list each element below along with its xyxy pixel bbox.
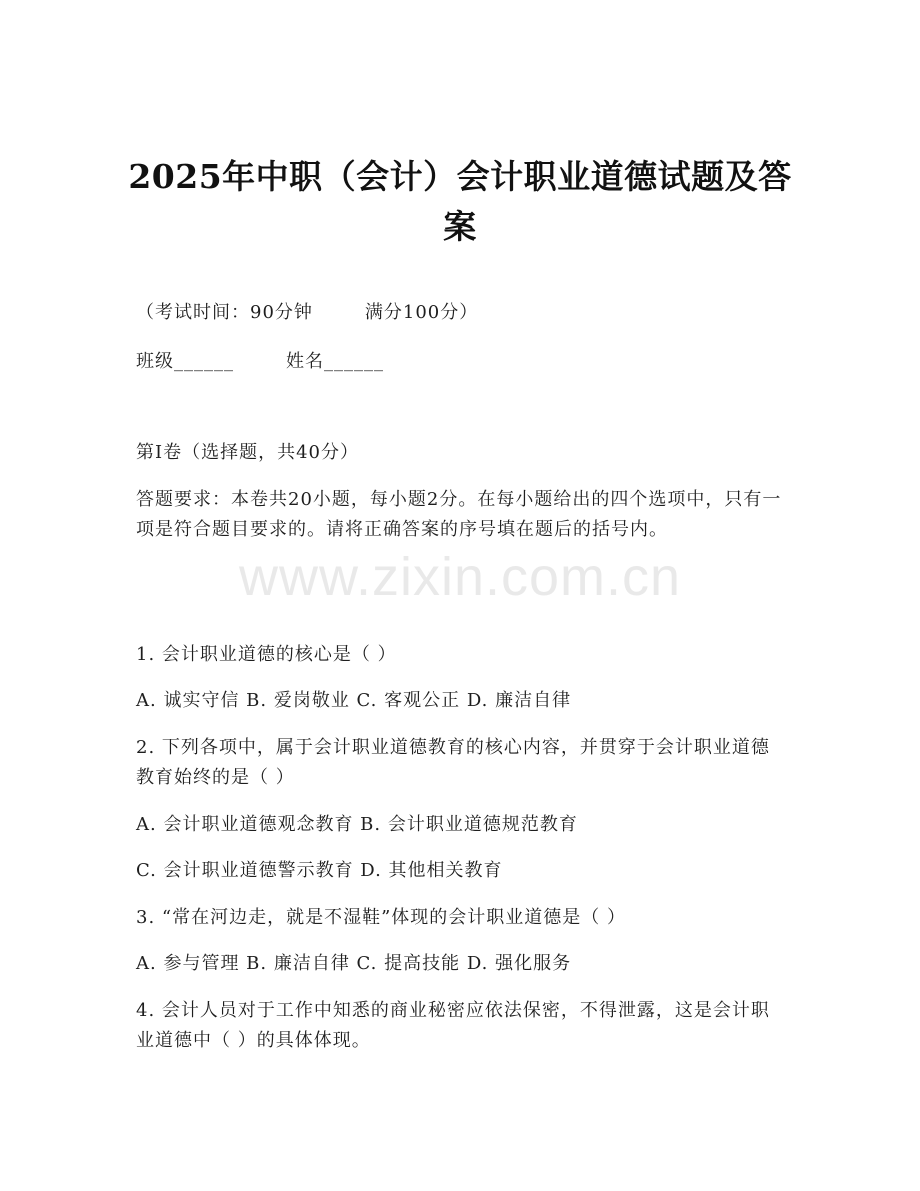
document-title: 2025年中职（会计）会计职业道德试题及答案 — [128, 157, 792, 246]
question-1-stem: 1. 会计职业道德的核心是（ ） — [136, 644, 397, 665]
question-2-stem: 2. 下列各项中，属于会计职业道德教育的核心内容，并贯穿于会计职业道德教育始终的是（ ） — [136, 737, 770, 788]
section-title: 第I卷（选择题，共40分） — [136, 442, 360, 463]
question-2-options-1: A. 会计职业道德观念教育 B. 会计职业道德规范教育 — [136, 814, 578, 835]
question-2-options-2: C. 会计职业道德警示教育 D. 其他相关教育 — [136, 860, 503, 881]
class-field: 班级______ — [136, 351, 234, 372]
question-1-options: A. 诚实守信 B. 爱岗敬业 C. 客观公正 D. 廉洁自律 — [136, 690, 572, 711]
instructions: 答题要求：本卷共20小题，每小题2分。在每小题给出的四个选项中，只有一项是符合题目要求的。请将正确答案的序号填在题后的括号内。 — [136, 489, 782, 540]
exam-info-line — [136, 298, 478, 328]
question-4-stem: 4. 会计人员对于工作中知悉的商业秘密应依法保密，不得泄露，这是会计职业道德中（ ）的具体体现。 — [136, 1000, 770, 1051]
exam-score: 满分100分） — [364, 302, 479, 323]
exam-time: （考试时间：90分钟 — [136, 302, 313, 323]
question-3-options: A. 参与管理 B. 廉洁自律 C. 提高技能 D. 强化服务 — [136, 953, 572, 974]
student-info-line — [136, 347, 384, 377]
name-field: 姓名______ — [286, 351, 384, 372]
question-3-stem: 3. “常在河边走，就是不湿鞋”体现的会计职业道德是（ ） — [136, 907, 627, 928]
watermark: www.zixin.com.cn — [238, 547, 682, 607]
